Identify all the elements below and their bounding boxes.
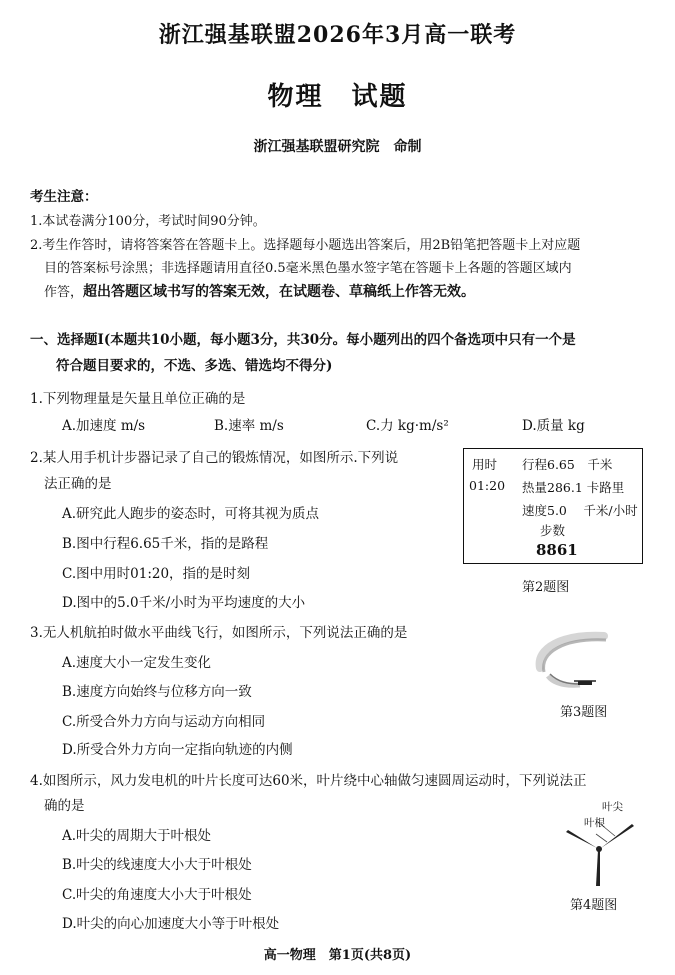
q3-option-d: D.所受合外力方向一定指向轨迹的内侧 [62,742,293,758]
q4-stem-line-2: 确的是 [44,798,85,814]
q3-option-a: A.速度大小一定发生变化 [62,655,212,671]
q1-stem: 1.下列物理量是矢量且单位正确的是 [30,391,246,407]
author-line: 浙江强基联盟研究院 命制 [253,139,422,155]
note-line-4 [44,281,475,301]
q2-stem-line-1: 2.某人用手机计步器记录了自己的锻炼情况，如图所示.下列说 [30,450,399,466]
note-bold-warning: 超出答题区域书写的答案无效，在试题卷、草稿纸上作答无效。 [83,284,476,300]
q1-option-a: A.加速度 m/s [62,418,146,434]
q3-option-b: B.速度方向始终与位移方向一致 [62,684,252,700]
pedometer-speed: 速度5.0 千米/小时 [522,503,638,518]
pedometer-distance: 行程6.65 千米 [522,457,613,472]
section-heading-line-1: 一、选择题Ⅰ(本题共10小题，每小题3分，共30分。每小题列出的四个备选项中只有一个是 [30,332,576,348]
page-footer: 高一物理 第1页(共8页) [263,948,412,963]
q2-option-b: B.图中行程6.65千米，指的是路程 [62,536,269,552]
section-heading-line-2: 符合题目要求的，不选、多选、错选均不得分) [56,358,333,374]
q2-option-d: D.图中的5.0千米/小时为平均速度的大小 [62,595,306,611]
q2-stem-line-2: 法正确的是 [44,476,112,492]
q3-stem: 3.无人机航拍时做水平曲线飞行，如图所示，下列说法正确的是 [30,625,408,641]
fig4-root-label: 叶根 [584,817,605,829]
blade-down [596,850,600,886]
q4-option-c: C.叶尖的角速度大小大于叶根处 [62,887,252,903]
pedometer-time-value: 01:20 [469,478,506,493]
turbine-hub [596,846,602,852]
pedometer-calories: 热量286.1 卡路里 [522,480,625,495]
note-line-4-start: 作答， [44,285,84,300]
q1-option-b: B.速率 m/s [214,418,284,434]
fig2-caption: 第2题图 [522,580,570,595]
note-line-3: 目的答案标号涂黑；非选择题请用直径0.5毫米黑色墨水签字笔在答题卡上各题的答题区域内 [44,261,572,276]
pedometer-steps-label: 步数 [540,523,566,538]
exam-title: 浙江强基联盟2026年3月高一联考 [158,22,517,48]
note-line-2: 2.考生作答时，请将答案答在答题卡上。选择题每小题选出答案后，用2B铅笔把答题卡上对应题 [30,238,581,253]
note-line-1: 1.本试卷满分100分，考试时间90分钟。 [30,214,266,229]
q3-option-c: C.所受合外力方向与运动方向相同 [62,714,266,730]
subject-title: 物理 试题 [267,82,408,112]
q2-option-c: C.图中用时01:20，指的是时刻 [62,566,251,582]
drone-trail-figure [534,630,614,692]
pedometer-time-label: 用时 [472,457,498,472]
q4-stem-line-1: 4.如图所示，风力发电机的叶片长度可达60米，叶片绕中心轴做匀速圆周运动时，下列说法正 [30,773,587,789]
q4-option-b: B.叶尖的线速度大小大于叶根处 [62,857,252,873]
blade-left [566,830,597,848]
q4-option-a: A.叶尖的周期大于叶根处 [62,828,212,844]
fig3-caption: 第3题图 [560,705,608,720]
q2-option-a: A.研究此人跑步的姿态时，可将其视为质点 [62,506,320,522]
pedometer-steps-value: 8861 [536,541,578,559]
fig4-caption: 第4题图 [570,898,618,913]
q1-option-d: D.质量 kg [522,418,585,434]
q4-option-d: D.叶尖的向心加速度大小等于叶根处 [62,916,280,932]
pedometer-figure [463,448,643,564]
blade-right [601,824,634,848]
q1-option-c: C.力 kg·m/s² [366,418,449,434]
notes-heading: 考生注意： [30,189,98,205]
fig4-tip-label: 叶尖 [602,801,623,813]
